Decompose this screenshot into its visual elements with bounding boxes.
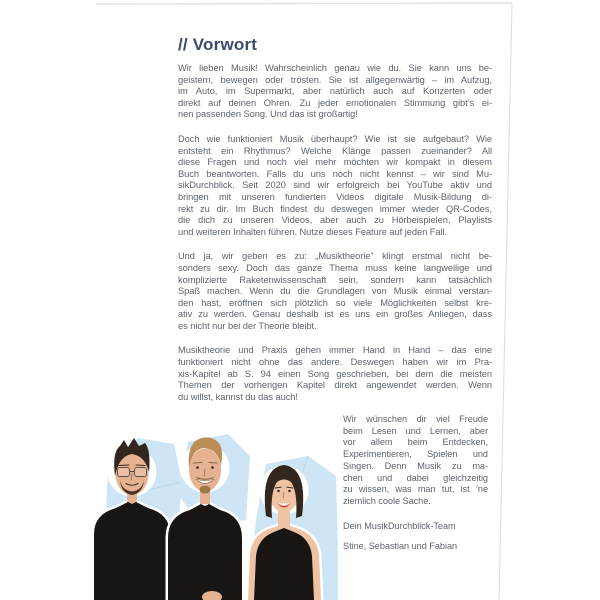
paragraph-about-book	[178, 134, 492, 238]
text-line: Themen der vorherigen Kapitel direkt angewendet werden. Wenn	[178, 380, 492, 391]
main-text-column	[178, 35, 492, 416]
signature-team: Dein MusikDurchblick-Team	[343, 520, 456, 531]
person-left-glasses-lens-r	[135, 468, 147, 477]
person-middle-eye-l	[196, 466, 199, 469]
text-line: bringen mit unseren fundierten Videos digitale Musik-Bildung di-	[178, 191, 492, 202]
text-line: Buch beantworten. Falls du uns noch nicht kennst – wir sind Mu-	[178, 168, 492, 179]
text-line: Musiktheorie und Praxis gehen immer Hand in Hand – das eine	[178, 345, 492, 356]
text-line: Und ja, wir geben es zu: „Musiktheorie“ klingt erstmal nicht be-	[178, 251, 492, 262]
text-line: rekt zu dir. Im Buch findest du deswegen immer wieder QR-Codes,	[178, 203, 492, 214]
person-left-shirt	[94, 502, 170, 600]
team-photo	[88, 432, 338, 600]
text-line: sikDurchblick. Seit 2020 sind wir erfolgreich bei YouTube aktiv und	[178, 180, 492, 191]
text-line: es nicht nur bei der Theorie bleibt.	[178, 320, 317, 331]
text-line: du willst, kannst du das auch!	[178, 391, 298, 402]
person-right-nose	[283, 492, 284, 498]
person-left-glasses-lens-l	[118, 468, 130, 477]
paragraph-closing	[343, 414, 488, 508]
text-line: komplizierte Raketenwissenschaft sein, sondern kann tatsächlich	[178, 274, 492, 285]
text-line: funktioniert nicht ohne das andere. Deswegen haben wir im Pra-	[178, 357, 492, 368]
text-line: ziemlich coole Sache.	[343, 495, 431, 506]
text-line: vor allem beim Entdecken,	[343, 437, 488, 448]
text-line: die dich zu unseren Videos, aber auch zu Hörbeispielen, Playlists	[178, 215, 492, 226]
text-line: direkt auf deinen Ohren. Zu jeder emotionalen Stimmung gibt’s ei-	[178, 97, 492, 108]
text-line: chen und dabei gleichzeitig	[343, 472, 488, 483]
person-middle-shirt	[168, 504, 242, 600]
paragraph-musiktheorie	[178, 251, 492, 332]
text-line: den hast, eröffnen sich plötzlich so viele Möglichkeiten selbst kre-	[178, 297, 492, 308]
text-line: und weiteren Inhalten führen. Nutze dieses Feature auf jeden Fall.	[178, 226, 448, 237]
paragraph-intro	[178, 63, 492, 121]
text-line: entsteht ein Rhythmus? Welche Klänge passen zueinander? All	[178, 145, 492, 156]
text-line: sonders sexy. Doch das ganze Thema muss keine langweilige und	[178, 262, 492, 273]
text-line: Wir lieben Musik! Wahrscheinlich genau wie du. Sie kann uns be-	[178, 63, 492, 73]
page-top-edge	[96, 3, 512, 4]
text-line: zu wissen, was man tut, ist ’ne	[343, 484, 488, 495]
text-line: beim Lesen und Lernen, aber	[343, 425, 488, 436]
text-line: Singen. Denn Musik zu ma-	[343, 460, 488, 471]
person-middle-goatee	[200, 486, 211, 494]
person-middle-eye-r	[211, 466, 214, 469]
text-line: Experimentieren, Spielen und	[343, 449, 488, 460]
signature-names: Stine, Sebastian und Fabian	[343, 541, 458, 552]
person-right-eye-l	[277, 490, 279, 492]
text-line: Doch wie funktioniert Musik überhaupt? Wie ist sie aufgebaut? Wie	[178, 133, 492, 144]
text-line: im Auto, im Supermarkt, aber natürlich auch auf Konzerten oder	[178, 86, 492, 97]
page-right-edge	[499, 3, 512, 600]
closing-column	[343, 414, 488, 553]
text-line: diese Fragen und noch viel mehr möchten wir kompakt in diesem	[178, 157, 492, 168]
person-right-eye-r	[288, 490, 290, 492]
text-line: Spaß machen. Wenn du die Grundlagen von Musik einmal verstan-	[178, 286, 492, 297]
text-line: Wir wünschen dir viel Freude	[343, 414, 488, 424]
text-line: nen passenden Song. Und das ist großartig!	[178, 109, 358, 120]
text-line: ativ zu werden. Genau deshalb ist es uns ein großes Anliegen, dass	[178, 309, 492, 320]
text-line: xis-Kapitel ab S. 94 einen Song geschrieben, bei dem die meisten	[178, 368, 492, 379]
section-title: // Vorwort	[178, 35, 258, 54]
paragraph-praxis	[178, 345, 492, 403]
text-line: geistern, bewegen oder trösten. Sie ist allgegenwärtig – im Aufzug,	[178, 74, 492, 85]
